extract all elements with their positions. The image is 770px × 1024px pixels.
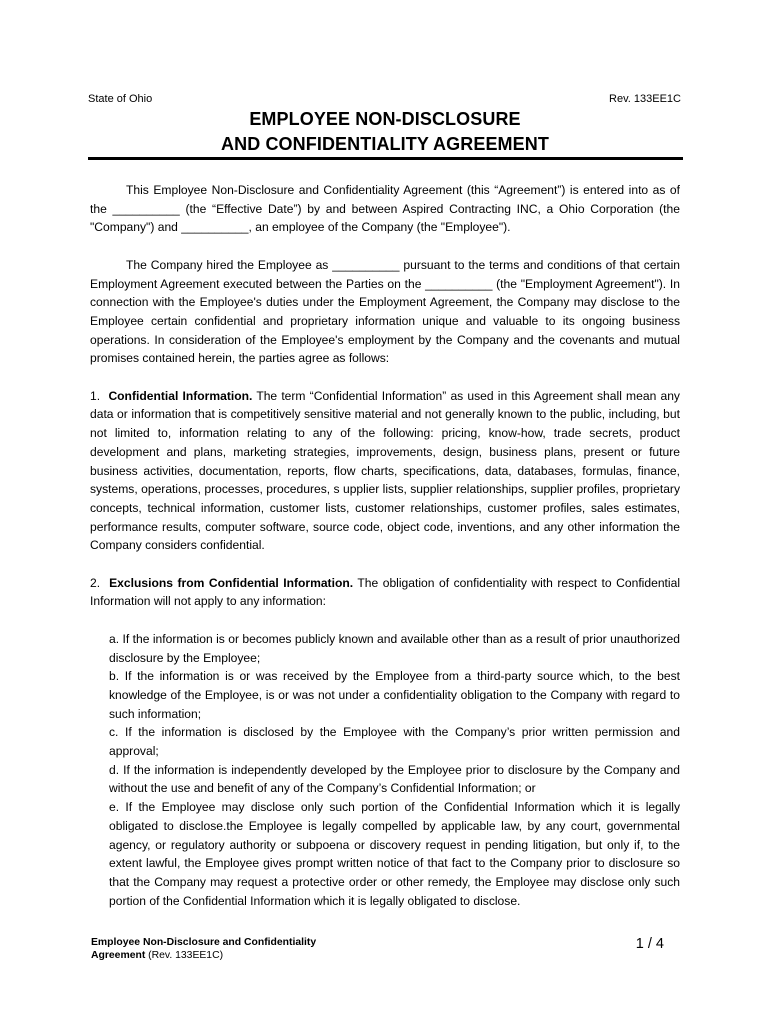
document-title-line-2: AND CONFIDENTIALITY AGREEMENT bbox=[221, 134, 549, 154]
footer-title: Employee Non-Disclosure and Confidentiality bbox=[91, 937, 317, 948]
exclusion-item-c: c. If the information is disclosed by the Employee with the Company’s prior written permission and approval; bbox=[109, 725, 680, 759]
section-2-text: The obligation of confidentiality with respect to Confidential Information will not apply to any information: bbox=[90, 575, 681, 609]
exclusions-list bbox=[90, 630, 680, 911]
exclusion-item-d: d. If the information is independently developed by the Employee prior to disclosure by the Company and without the use and benefit of any of the Company’s Confidential Information; or bbox=[109, 762, 680, 796]
section-2-heading: Exclusions from Confidential Information. bbox=[109, 575, 354, 590]
section-1-heading: Confidential Information. bbox=[108, 388, 253, 403]
section-2 bbox=[90, 574, 680, 611]
state-label: State of Ohio bbox=[88, 93, 153, 105]
intro-paragraph-2: The Company hired the Employee as __________ pursuant to the terms and conditions of that certain Employment Agreement executed between the Parties on the __________ (the "Employment Agreement"). In connection with the Employee's duties under the Employment Agreement, the Company may disclose to the Employee certain confidential and proprietary information unique and valuable to its ongoing business operations. In consideration of the Employee's employment by the Company and the covenants and mutual promises contained herein, the parties agree as follows: bbox=[90, 257, 680, 366]
page-footer bbox=[91, 936, 316, 962]
section-1 bbox=[90, 387, 680, 555]
exclusion-item-a: a. If the information is or becomes publicly known and available other than as a result of prior unauthorized disclosure by the Employee; bbox=[109, 631, 680, 665]
exclusion-item-b: b. If the information is or was received by the Employee from a third-party source which, to the best knowledge of the Employee, is or was not under a confidentiality obligation to the Company with regard to such information; bbox=[109, 669, 680, 721]
section-2-number: 2. bbox=[90, 575, 101, 590]
intro-paragraph-1: This Employee Non-Disclosure and Confidentiality Agreement (this “Agreement”) is entered into as of the __________ (the “Effective Date”) by and between Aspired Contracting INC, a Ohio Corporation (the "Company") and __________, an employee of the Company (the "Employee"). bbox=[90, 183, 680, 235]
section-1-text: The term “Confidential Information” as used in this Agreement shall mean any data or information that is competitively sensitive material and not generally known to the public, including, but not limited to, information relating to any of the following: pricing, know-how, trade secrets, product development and plans, marketing strategies, improvements, design, business plans, present or future business activities, documentation, reports, flow charts, specifications, data, databases, formulas, finance, systems, operations, processes, procedures, s upplier lists, supplier relationships, supplier profiles, proprietary concepts, technical information, customer lists, customer relationships, customer profiles, sales estimates, performance results, computer software, source code, object code, inventions, and any other information the Company considers confidential. bbox=[90, 388, 680, 553]
page-number: 1 / 4 bbox=[635, 936, 664, 952]
revision-label: Rev. 133EE1C bbox=[609, 93, 681, 105]
section-1-number: 1. bbox=[90, 388, 101, 403]
footer-title-2: Agreement bbox=[91, 950, 146, 961]
title-divider bbox=[88, 157, 683, 160]
footer-revision: (Rev. 133EE1C) bbox=[145, 950, 224, 961]
agreement-body bbox=[90, 181, 680, 910]
document-title-line-1: EMPLOYEE NON-DISCLOSURE bbox=[249, 109, 521, 129]
exclusion-item-e: e. If the Employee may disclose only such portion of the Confidential Information which it is legally obligated to disclose.the Employee is legally compelled by applicable law, by any court, governmental agency, or regulatory authority or subpoena or discovery request in pending litigation, but only if, to the extent lawful, the Employee gives prompt written notice of that fact to the Company prior to disclosure so that the Company may request a protective order or other remedy, the Employee may disclose only such portion of the Confidential Information which it is legally obligated to disclose. bbox=[109, 800, 680, 908]
